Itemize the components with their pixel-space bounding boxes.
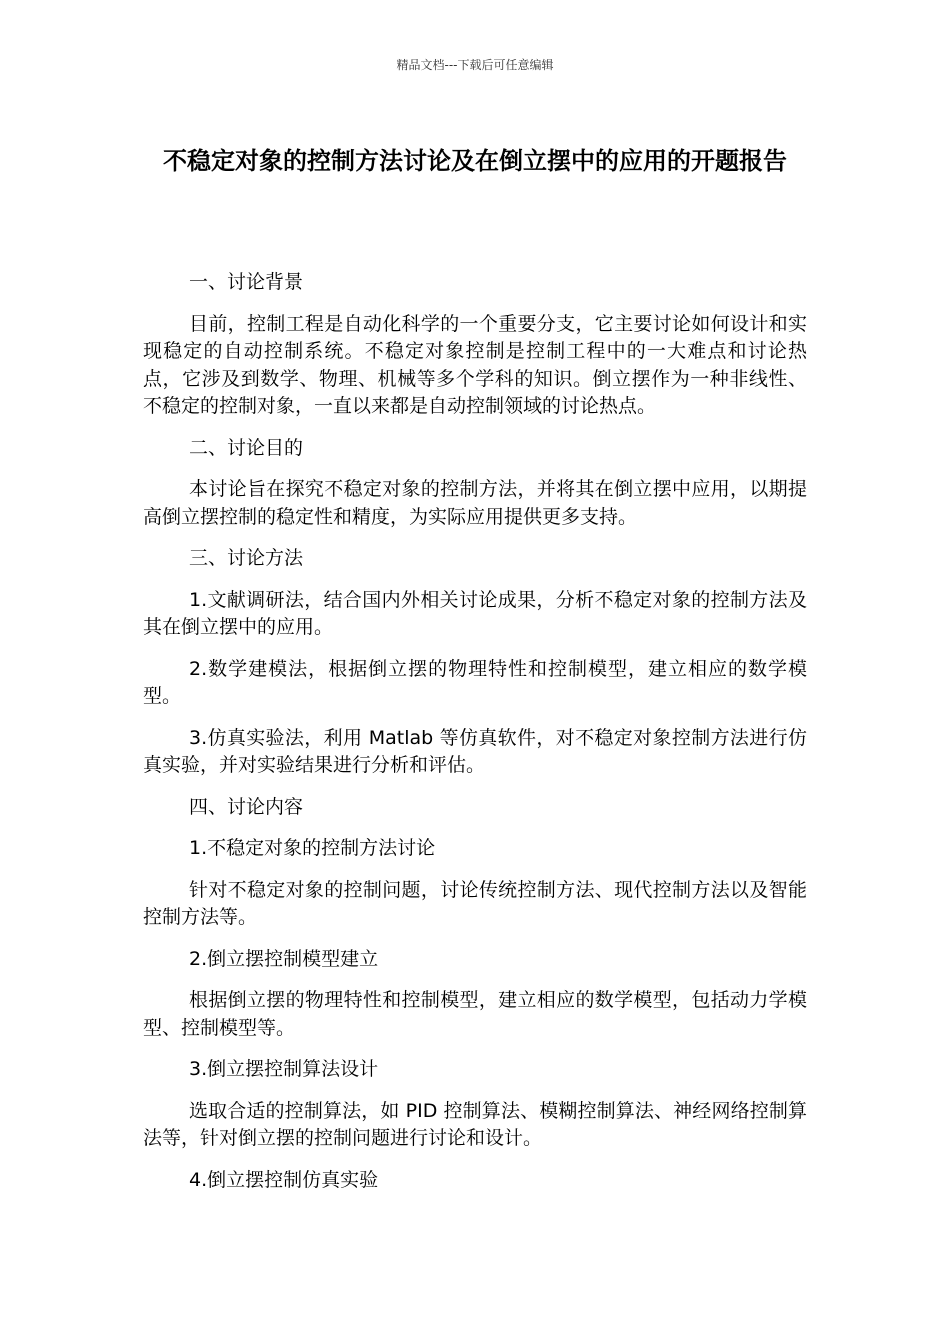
document-title: 不稳定对象的控制方法讨论及在倒立摆中的应用的开题报告 [163, 147, 787, 175]
paragraph-purpose: 本讨论旨在探究不稳定对象的控制方法，并将其在倒立摆中应用，以期提高倒立摆控制的稳定性和精度，为实际应用提供更多支持。 [143, 478, 807, 528]
content-subheading-control-methods: 1.不稳定对象的控制方法讨论 [189, 837, 436, 859]
content-subheading-algorithm: 3.倒立摆控制算法设计 [189, 1058, 379, 1080]
method-item-simulation: 3.仿真实验法，利用 Matlab 等仿真软件，对不稳定对象控制方法进行仿真实验，并对实验结果进行分析和评估。 [143, 726, 807, 776]
paragraph-model: 根据倒立摆的物理特性和控制模型，建立相应的数学模型，包括动力学模型、控制模型等。 [143, 989, 807, 1039]
paragraph-control-methods: 针对不稳定对象的控制问题，讨论传统控制方法、现代控制方法以及智能控制方法等。 [143, 878, 807, 928]
content-subheading-model: 2.倒立摆控制模型建立 [189, 947, 379, 970]
section-heading-content: 四、讨论内容 [189, 795, 304, 818]
section-heading-purpose: 二、讨论目的 [189, 436, 304, 459]
section-heading-background: 一、讨论背景 [189, 271, 304, 293]
paragraph-background: 目前，控制工程是自动化科学的一个重要分支，它主要讨论如何设计和实现稳定的自动控制系统。不稳定对象控制是控制工程中的一大难点和讨论热点，它涉及到数学、物理、机械等多个学科的知识。倒立摆作为一种非线性、不稳定的控制对象，一直以来都是自动控制领域的讨论热点。 [143, 312, 807, 417]
paragraph-algorithm: 选取合适的控制算法，如 PID 控制算法、模糊控制算法、神经网络控制算法等，针对倒立摆的控制问题进行讨论和设计。 [143, 1099, 807, 1149]
content-subheading-simulation: 4.倒立摆控制仿真实验 [189, 1168, 379, 1191]
method-item-modeling: 2.数学建模法，根据倒立摆的物理特性和控制模型，建立相应的数学模型。 [143, 657, 807, 707]
document-body [143, 269, 807, 1208]
method-item-literature: 1.文献调研法，结合国内外相关讨论成果，分析不稳定对象的控制方法及其在倒立摆中的应用。 [143, 588, 807, 638]
section-heading-methods: 三、讨论方法 [189, 547, 304, 569]
header-note: 精品文档---下载后可任意编辑 [396, 58, 554, 72]
